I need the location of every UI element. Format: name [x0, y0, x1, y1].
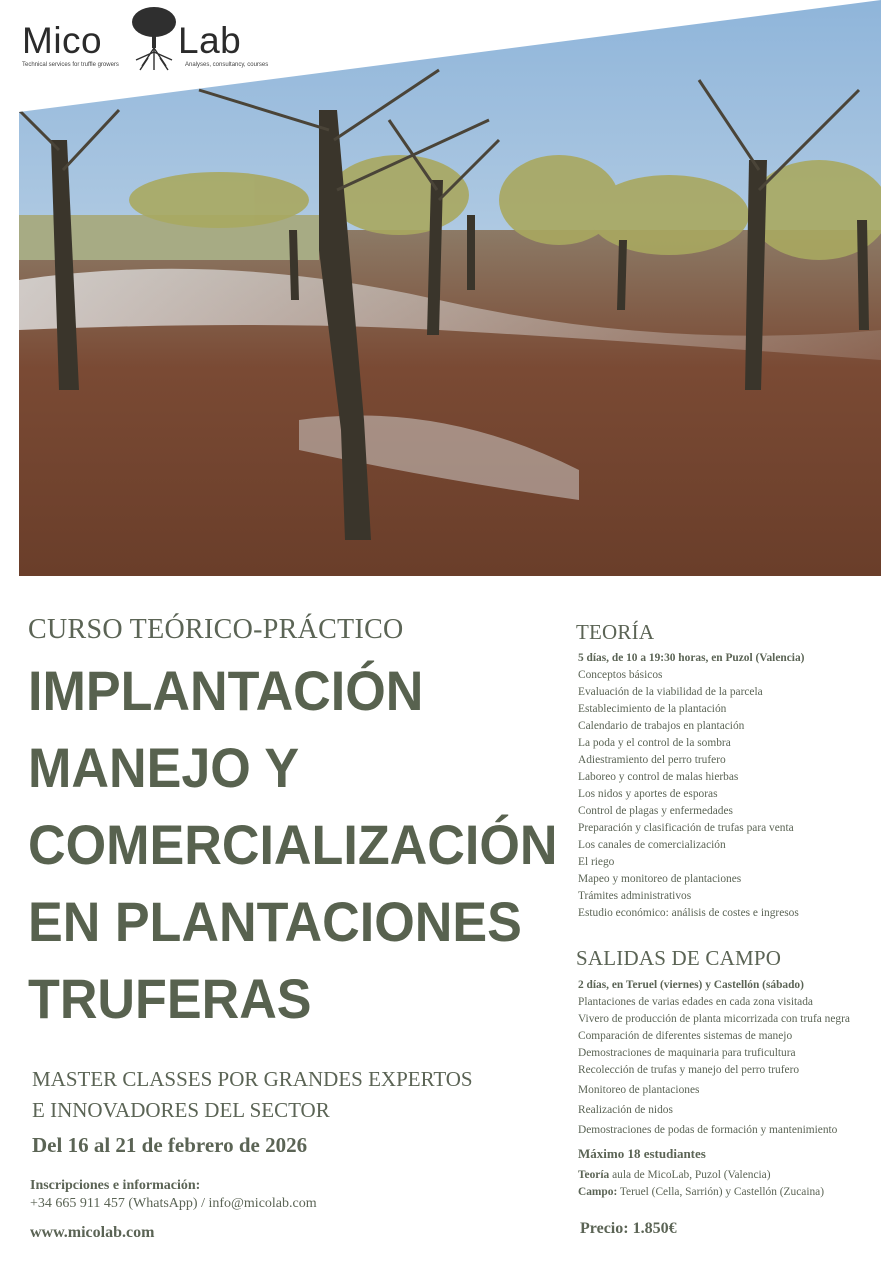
list-item: Trámites administrativos [578, 890, 692, 902]
list-item: El riego [578, 856, 615, 868]
field-location-label: Campo: [578, 1186, 618, 1198]
list-item: Preparación y clasificación de trufas para venta [578, 822, 794, 834]
title-line: MANEJO Y [28, 736, 300, 799]
contact-line [30, 1196, 317, 1212]
list-item: Vivero de producción de planta micorrizada con trufa negra [578, 1013, 850, 1025]
list-item: Conceptos básicos [578, 669, 663, 681]
field-list [578, 977, 850, 1139]
course-title [28, 652, 557, 1037]
title-line: TRUFERAS [28, 967, 312, 1030]
list-item: Recolección de trufas y manejo del perro trufero [578, 1064, 800, 1076]
theory-location-text: aula de MicoLab, Puzol (Valencia) [609, 1169, 771, 1181]
field-location [578, 1186, 824, 1198]
title-line: IMPLANTACIÓN [28, 659, 424, 722]
list-item: Mapeo y monitoreo de plantaciones [578, 873, 742, 885]
list-item: Control de plagas y enfermedades [578, 805, 733, 817]
field-schedule: 2 días, en Teruel (viernes) y Castellón (sábado) [578, 979, 804, 991]
list-item: Estudio económico: análisis de costes e ingresos [578, 907, 799, 919]
email-link[interactable]: info@micolab.com [208, 1196, 317, 1211]
list-item: La poda y el control de la sombra [578, 737, 731, 749]
list-item: Realización de nidos [578, 1104, 673, 1116]
truffle-tree-icon [128, 6, 180, 72]
theory-heading: TEORÍA [576, 620, 655, 644]
course-dates: Del 16 al 21 de febrero de 2026 [32, 1133, 308, 1157]
list-item: Los nidos y aportes de esporas [578, 788, 718, 800]
theory-list [578, 650, 804, 922]
list-item: Demostraciones de podas de formación y mantenimiento [578, 1124, 838, 1136]
master-classes-text [32, 1064, 473, 1126]
list-item: Calendario de trabajos en plantación [578, 720, 745, 732]
theory-location [578, 1169, 771, 1181]
course-subtitle: CURSO TEÓRICO-PRÁCTICO [28, 614, 404, 645]
list-item: Evaluación de la viabilidad de la parcela [578, 686, 763, 698]
orchard-photo [19, 0, 881, 576]
logo-tagline-analyses: Analyses, consultancy, courses [185, 62, 269, 68]
list-item: Demostraciones de maquinaria para truficultura [578, 1047, 796, 1059]
list-item: Adiestramiento del perro trufero [578, 754, 726, 766]
logo-word-lab: Lab [178, 20, 242, 61]
title-line: EN PLANTACIONES [28, 890, 522, 953]
list-item: Establecimiento de la plantación [578, 703, 727, 715]
list-item: Los canales de comercialización [578, 839, 726, 851]
field-heading: SALIDAS DE CAMPO [576, 946, 782, 970]
list-item: Monitoreo de plantaciones [578, 1084, 700, 1096]
max-students: Máximo 18 estudiantes [578, 1146, 706, 1161]
master-line: E INNOVADORES DEL SECTOR [32, 1098, 330, 1122]
theory-schedule: 5 días, de 10 a 19:30 horas, en Puzol (Valencia) [578, 652, 805, 664]
list-item: Laboreo y control de malas hierbas [578, 771, 739, 783]
title-line: COMERCIALIZACIÓN [28, 813, 558, 876]
list-item: Plantaciones de varias edades en cada zona visitada [578, 996, 813, 1008]
course-price: Precio: 1.850€ [580, 1220, 677, 1237]
contact-separator: / [197, 1196, 209, 1211]
field-location-text: Teruel (Cella, Sarrión) y Castellón (Zucaina) [617, 1186, 825, 1198]
contact-label: Inscripciones e información: [30, 1178, 201, 1193]
phone-number[interactable]: +34 665 911 457 (WhatsApp) [30, 1196, 198, 1211]
logo-tagline-services: Technical services for truffle growers [22, 62, 119, 68]
list-item: Comparación de diferentes sistemas de manejo [578, 1030, 793, 1042]
micolab-logo [22, 6, 282, 76]
website-link[interactable]: www.micolab.com [30, 1224, 155, 1241]
logo-word-mico: Mico [22, 20, 103, 61]
master-line: MASTER CLASSES POR GRANDES EXPERTOS [32, 1067, 473, 1091]
theory-location-label: Teoría [578, 1169, 610, 1181]
